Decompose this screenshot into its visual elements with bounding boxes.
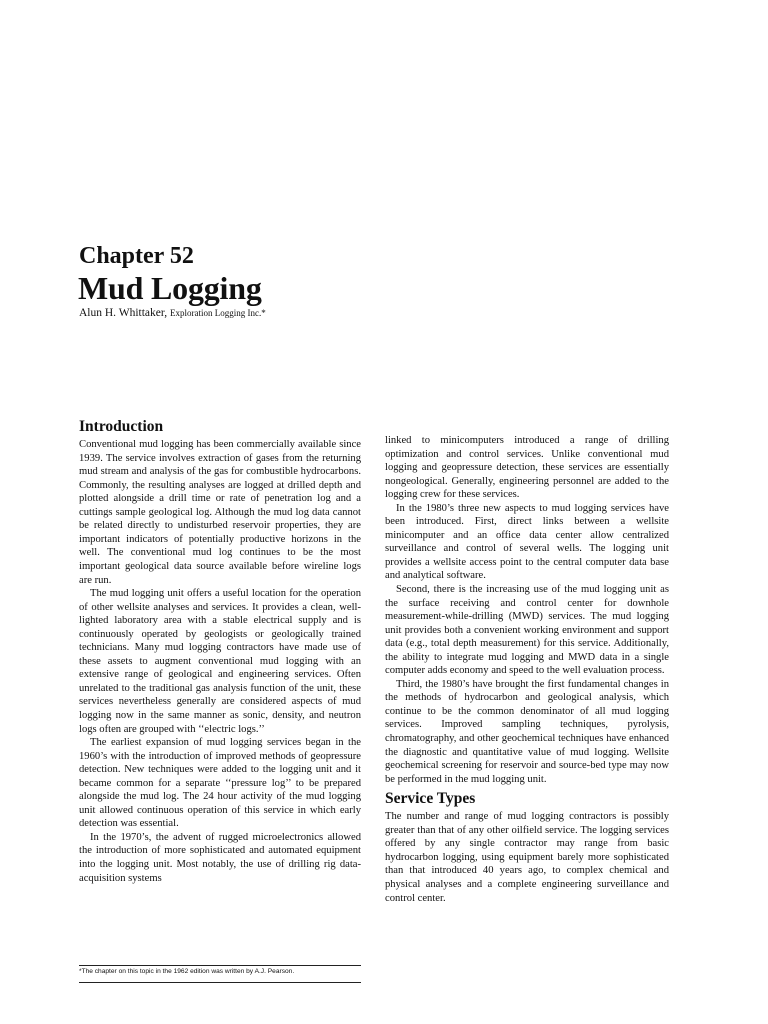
- paragraph: Conventional mud logging has been commercially available since 1939. The service involves extraction of gases from the returning mud stream and analysis of the gas for combustible hydrocarbons. Commonly, the resulting analyses are logged at drilled depth and plotted alongside a drill time or rate of penetration log and a cuttings sample geological log. Although the mud log data cannot be related directly to undisturbed reservoir properties, they are important indicators of potentially productive horizons in the well. The conventional mud log continues to be the most important geological data source available before wireline logs are run.: [79, 439, 361, 586]
- paragraph: linked to minicomputers introduced a range of drilling optimization and control services. Unlike conventional mud logging and geopressure detection, these services are essentially nongeological. Generally, engineering personnel are added to the logging crew for these services.: [385, 435, 669, 501]
- author-line: [79, 307, 266, 321]
- paragraph: Third, the 1980’s have brought the first fundamental changes in the methods of hydrocarbon and geological analysis, which continue to be the common denominator of all mud logging services. Improved sampling techniques, pyrolysis, chromatography, and other geochemical techniques have enhanced the diagnostic and quantitative value of mud logging. Wellsite geochemical screening for reservoir and source-bed type may now be performed in the mud logging unit.: [385, 678, 669, 785]
- chapter-title: Mud Logging: [78, 270, 262, 306]
- paragraph: The earliest expansion of mud logging services began in the 1960’s with the introduction of improved methods of geopressure detection. New techniques were added to the logging unit and it became common for a separate ‘‘pressure log’’ to be prepared alongside the mud log. The 24 hour activity of the mud logging unit allowed continuous operation of this service in which early detection was essential.: [79, 737, 361, 830]
- paragraph: The number and range of mud logging contractors is possibly greater than that of any other oilfield service. The logging services offered by any single contractor may range from basic hydrocarbon logging, using equipment barely more sophisticated than that introduced 40 years ago, to complex chemical and physical analyses and a complete engineering surveillance and control center.: [385, 811, 669, 904]
- paragraph: In the 1980’s three new aspects to mud logging services have been introduced. First, direct links between a wellsite minicomputer and an office data center allow centralized surveillance and control of several wells. The logging unit provides a wellsite access point to the central computer data base and analytical software.: [385, 502, 669, 582]
- right-column: [385, 434, 669, 905]
- author-affiliation: Exploration Logging Inc.*: [170, 308, 266, 318]
- paragraph: The mud logging unit offers a useful location for the operation of other wellsite analyses and services. It provides a clean, well-lighted laboratory area with a stable electrical supply and is continuously operated by geologists or geologically trained technicians. Many mud logging contractors have made use of these assets to augment conventional mud logging with an extensive range of geological and engineering services. Often unrelated to the traditional gas analysis function of the unit, these services nevertheless generally are considered aspects of mud logging now in the same manner as sonic, density, and neutron logs often are grouped with ‘‘electric logs.’’: [79, 588, 361, 735]
- chapter-label: Chapter 52: [79, 243, 194, 269]
- section-heading-service-types: Service Types: [385, 790, 476, 808]
- footnote-rule-bottom: [79, 982, 361, 983]
- footnote-rule: [79, 965, 361, 966]
- footnote: *The chapter on this topic in the 1962 edition was written by A.J. Pearson.: [79, 968, 295, 975]
- section-heading-introduction: Introduction: [79, 418, 164, 435]
- paragraph: In the 1970’s, the advent of rugged microelectronics allowed the introduction of more sophisticated and automated equipment into the logging unit. Most notably, the use of drilling rig data-acquisition systems: [79, 831, 361, 884]
- paragraph: Second, there is the increasing use of the mud logging unit as the surface receiving and control center for downhole measurement-while-drilling (MWD) services. The mud logging unit provides both a convenient working environment and support data (e.g., total depth measurement) for this service. Additionally, the ability to integrate mud logging and MWD data in a single computer adds economy and speed to the well evaluation process.: [385, 584, 669, 677]
- author-name: Alun H. Whittaker,: [79, 307, 168, 319]
- left-column: [79, 418, 361, 885]
